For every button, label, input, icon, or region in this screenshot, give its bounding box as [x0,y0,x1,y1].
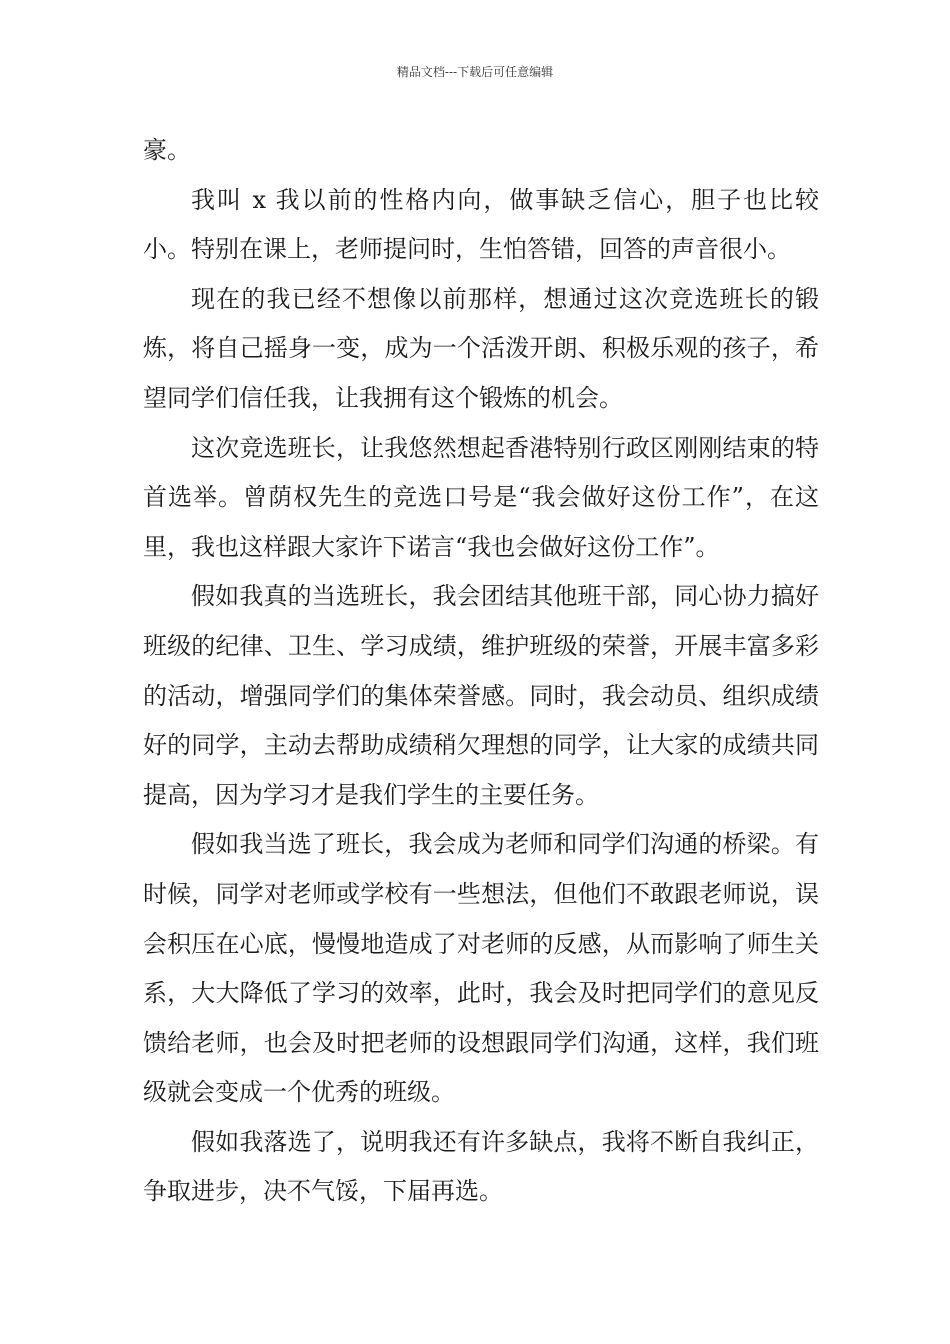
paragraph-self-introduction: 我叫 x 我以前的性格内向，做事缺乏信心，胆子也比较小。特别在课上，老师提问时，生怕答错，回答的声音很小。 [143,185,819,264]
page-header: 精品文档---下载后可任意编辑 [396,65,554,79]
paragraph-election-slogan: 这次竞选班长，让我悠然想起香港特别行政区刚刚结束的特首选举。曾荫权先生的竞选口号是“我会做好这份工作”，在这里，我也这样跟大家许下诺言“我也会做好这份工作”。 [143,433,819,561]
paragraph-if-not-elected: 假如我落选了，说明我还有许多缺点，我将不断自我纠正，争取进步，决不气馁，下届再选。 [143,1127,819,1206]
paragraph-bridge-role: 假如我当选了班长，我会成为老师和同学们沟通的桥梁。有时候，同学对老师或学校有一些想法，但他们不敢跟老师说，误会积压在心底，慢慢地造成了对老师的反感，从而影响了师生关系，大大降低了学习的效率，此时，我会及时把同学们的意见反馈给老师，也会及时把老师的设想跟同学们沟通，这样，我们班级就会变成一个优秀的班级。 [143,830,819,1107]
paragraph-motivation: 现在的我已经不想像以前那样，想通过这次竞选班长的锻炼，将自己摇身一变，成为一个活泼开朗、积极乐观的孩子，希望同学们信任我，让我拥有这个锻炼的机会。 [143,284,819,412]
paragraph-if-elected: 假如我真的当选班长，我会团结其他班干部，同心协力搞好班级的纪律、卫生、学习成绩，维护班级的荣誉，开展丰富多彩的活动，增强同学们的集体荣誉感。同时，我会动员、组织成绩好的同学，主动去帮助成绩稍欠理想的同学，让大家的成绩共同提高，因为学习才是我们学生的主要任务。 [143,582,819,809]
paragraph-continuation: 豪。 [143,136,191,164]
document-body [143,126,819,1217]
